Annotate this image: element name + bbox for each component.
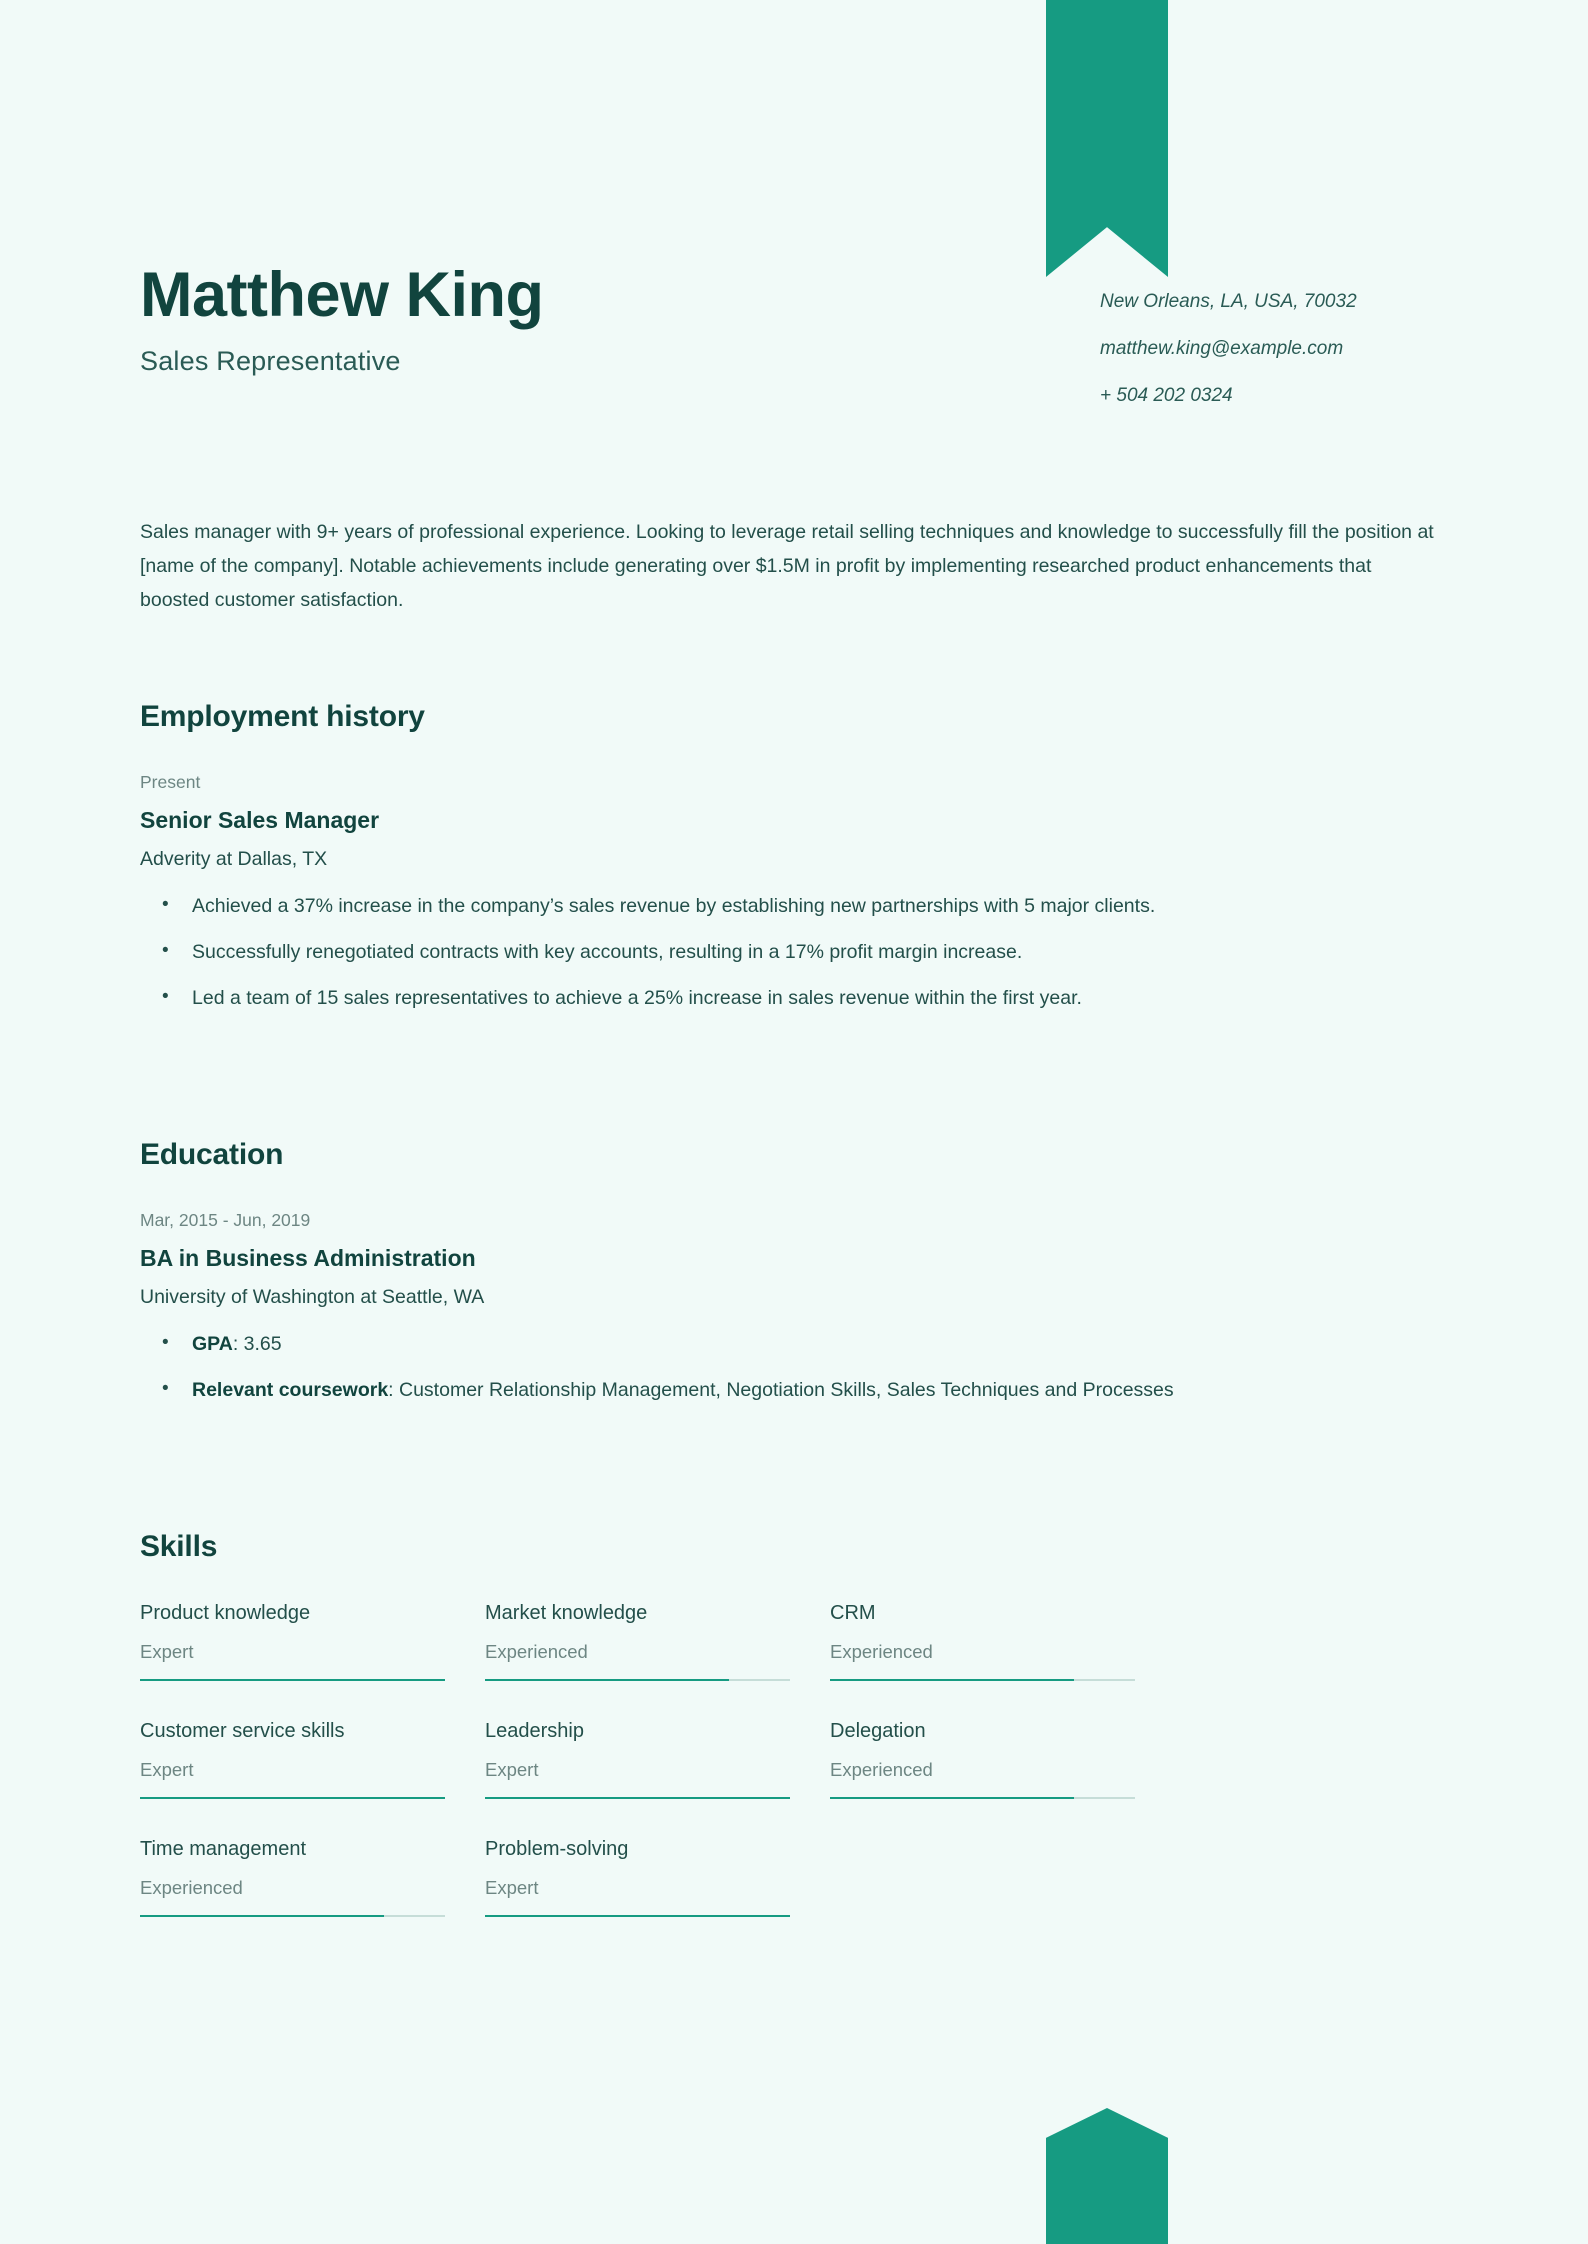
skill-bar-fill bbox=[830, 1797, 1074, 1799]
skill-name: Time management bbox=[140, 1838, 306, 1860]
bullet-text: : 3.65 bbox=[232, 1333, 282, 1355]
skill-name: Delegation bbox=[830, 1720, 926, 1742]
skill-bar bbox=[830, 1797, 1135, 1799]
skill-level: Expert bbox=[485, 1877, 539, 1898]
skill-bar-fill bbox=[485, 1915, 790, 1917]
list-item: • Led a team of 15 sales representatives to achieve a 25% increase in sales revenue within the first year. bbox=[192, 983, 1440, 1013]
list-item bbox=[192, 1329, 1440, 1359]
skills-grid bbox=[140, 1602, 1440, 1956]
resume-header bbox=[140, 262, 1450, 405]
employment-bullet-list bbox=[140, 891, 1440, 1014]
ribbon-bottom-decoration bbox=[1046, 2108, 1168, 2244]
list-item bbox=[192, 1375, 1440, 1405]
skill-name: Problem-solving bbox=[485, 1838, 629, 1860]
employment-entry-date: Present bbox=[140, 772, 201, 792]
education-entry-date: Mar, 2015 - Jun, 2019 bbox=[140, 1210, 311, 1230]
skill-item bbox=[830, 1720, 1135, 1799]
skill-bar-fill bbox=[140, 1915, 384, 1917]
skill-name: Customer service skills bbox=[140, 1720, 345, 1742]
bullet-label: Relevant coursework bbox=[192, 1379, 389, 1402]
skill-level: Experienced bbox=[830, 1641, 933, 1662]
skill-name: CRM bbox=[830, 1602, 876, 1624]
skill-item bbox=[485, 1602, 790, 1681]
skill-level: Experienced bbox=[830, 1759, 933, 1780]
skill-bar bbox=[140, 1679, 445, 1681]
list-item: • Achieved a 37% increase in the company’s sales revenue by establishing new partnerships with 5 major clients. bbox=[192, 891, 1440, 921]
ribbon-top-decoration bbox=[1046, 0, 1168, 277]
section-skills bbox=[140, 1530, 1440, 1956]
contact-block bbox=[1100, 262, 1450, 405]
skill-level: Experienced bbox=[140, 1877, 243, 1898]
skill-bar-fill bbox=[485, 1797, 790, 1799]
skill-bar-fill bbox=[140, 1797, 445, 1799]
skill-level: Expert bbox=[485, 1759, 539, 1780]
skill-name: Product knowledge bbox=[140, 1602, 311, 1624]
contact-email[interactable]: matthew.king@example.com bbox=[1100, 338, 1344, 359]
skill-bar-fill bbox=[140, 1679, 445, 1681]
education-bullet-list bbox=[140, 1329, 1440, 1405]
employment-entry-organization: Adverity at Dallas, TX bbox=[140, 848, 328, 870]
skill-item bbox=[485, 1838, 790, 1917]
section-title-skills: Skills bbox=[140, 1530, 218, 1563]
candidate-job-title: Sales Representative bbox=[140, 346, 401, 377]
skill-level: Expert bbox=[140, 1641, 194, 1662]
skill-bar bbox=[140, 1797, 445, 1799]
employment-entry-title: Senior Sales Manager bbox=[140, 807, 380, 833]
contact-location: New Orleans, LA, USA, 70032 bbox=[1100, 291, 1357, 312]
contact-phone: + 504 202 0324 bbox=[1100, 385, 1233, 406]
profile-summary: Sales manager with 9+ years of professional experience. Looking to leverage retail selling techniques and knowledge to successfully fill the position at [name of the company]. Notable achievements include generating over $1.5M in profit by implementing researched product enhancements that boosted customer satisfaction. bbox=[140, 521, 1434, 612]
skill-bar bbox=[485, 1679, 790, 1681]
skill-item bbox=[140, 1838, 445, 1917]
skill-bar bbox=[485, 1915, 790, 1917]
section-education bbox=[140, 1138, 1440, 1405]
section-employment-history bbox=[140, 700, 1440, 1014]
skill-name: Market knowledge bbox=[485, 1602, 648, 1624]
section-title-education: Education bbox=[140, 1138, 284, 1171]
skill-bar bbox=[140, 1915, 445, 1917]
education-entry-title: BA in Business Administration bbox=[140, 1245, 476, 1271]
bullet-text: : Customer Relationship Management, Negotiation Skills, Sales Techniques and Processes bbox=[388, 1379, 1174, 1402]
skill-bar bbox=[830, 1679, 1135, 1681]
education-entry-organization: University of Washington at Seattle, WA bbox=[140, 1286, 485, 1308]
skill-level: Expert bbox=[140, 1759, 194, 1780]
skill-bar-fill bbox=[485, 1679, 729, 1681]
skill-item bbox=[830, 1602, 1135, 1681]
skill-bar bbox=[485, 1797, 790, 1799]
section-title-employment: Employment history bbox=[140, 700, 425, 733]
skill-item bbox=[140, 1602, 445, 1681]
skill-item bbox=[140, 1720, 445, 1799]
list-item: • Successfully renegotiated contracts with key accounts, resulting in a 17% profit margin increase. bbox=[192, 937, 1440, 967]
skill-bar-fill bbox=[830, 1679, 1074, 1681]
bullet-label: GPA bbox=[192, 1333, 233, 1355]
candidate-name: Matthew King bbox=[140, 260, 544, 330]
skill-item bbox=[485, 1720, 790, 1799]
name-block bbox=[140, 262, 543, 377]
skill-name: Leadership bbox=[485, 1720, 584, 1742]
skill-level: Experienced bbox=[485, 1641, 588, 1662]
